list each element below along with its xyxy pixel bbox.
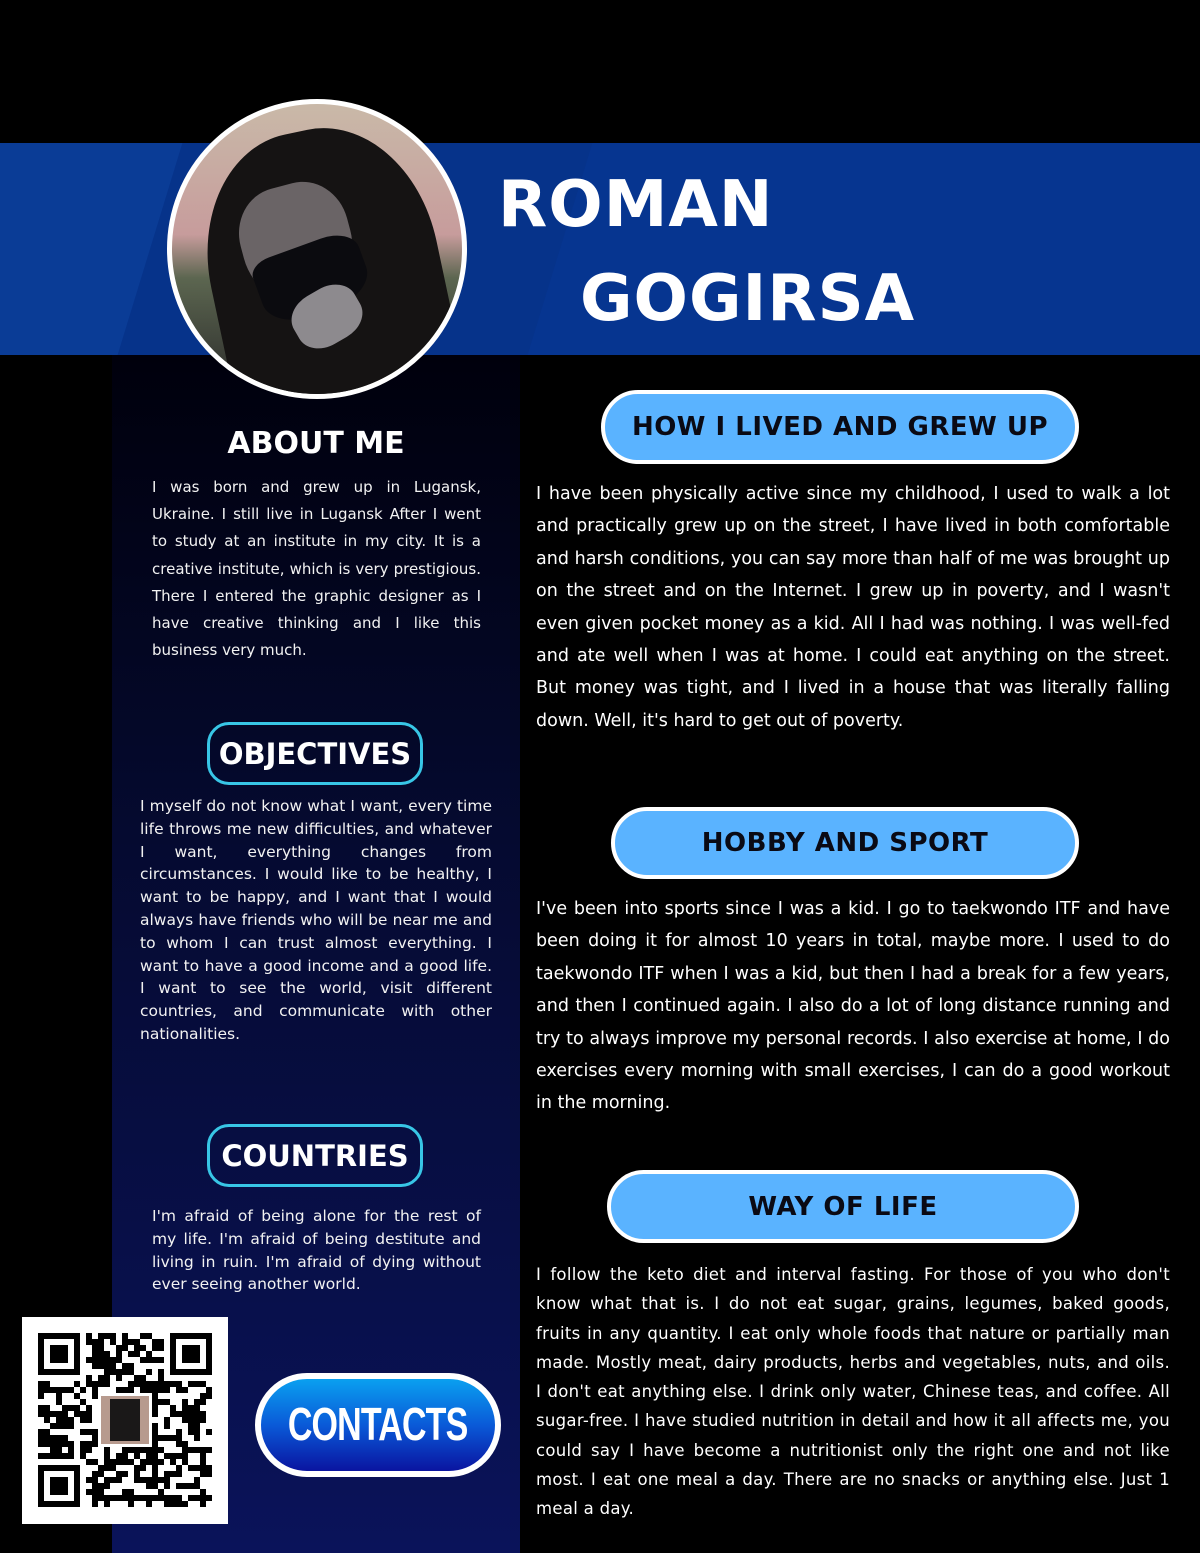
section-text-how-i-lived: I have been physically active since my childhood, I used to walk a lot and practically grew up on the street, I have lived in both comfortable and harsh conditions, you can say more than half of me was brought up on the street and on the Internet. I grew up in poverty, and I wasn't even given pocket money as a kid. All I had was nothing. I was well-fed and ate well when I was at home. I could eat anything on the street. But money was tight, and I lived in a house that was literally falling down. Well, it's hard to get out of poverty. — [536, 484, 1170, 731]
section-heading-hobby: HOBBY AND SPORT — [611, 807, 1079, 879]
about-text: I was born and grew up in Lugansk, Ukraine. I still live in Lugansk After I went to study at an institute in my city. It is a creative institute, which is very prestigious. There I entered the graphic designer as I have creative thinking and I like this business very much. — [152, 478, 481, 660]
section-heading-way-of-life: WAY OF LIFE — [607, 1170, 1079, 1243]
countries-text: I'm afraid of being alone for the rest of my life. I'm afraid of being destitute and living in ruin. I'm afraid of dying without ever seeing another world. — [152, 1207, 481, 1294]
section-text-way-of-life: I follow the keto diet and interval fasting. For those of you who don't know what that is. I do not eat sugar, grains, legumes, baked goods, fruits in any quantity. I eat only whole foods that nature or partially man made. Mostly meat, dairy products, herbs and vegetables, nuts, and oils. I don't eat anything else. I drink only water, Chinese teas, and coffee. All sugar-free. I have studied nutrition in detail and how it all affects me, you could say I have become a nutritionist only the right one and not like most. I eat one meal a day. There are no snacks or anything else. Just 1 meal a day. — [536, 1265, 1170, 1519]
first-name: ROMAN — [498, 168, 774, 242]
section-text-hobby: I've been into sports since I was a kid. I go to taekwondo ITF and have been doing it for almost 10 years in total, maybe more. I used to do taekwondo ITF when I was a kid, but then I had a break for a few years, and then I continued again. I also do a lot of long distance running and try to always improve my personal records. I also exercise at home, I do exercises every morning with small exercises, I can do a good workout in the morning. — [536, 899, 1170, 1114]
profile-photo — [167, 99, 467, 399]
qr-code[interactable] — [22, 1317, 228, 1524]
last-name: GOGIRSA — [580, 262, 916, 336]
about-title: ABOUT ME — [227, 426, 405, 461]
section-heading-how-i-lived: HOW I LIVED AND GREW UP — [601, 390, 1079, 464]
contacts-button[interactable] — [255, 1373, 501, 1477]
objectives-heading: OBJECTIVES — [207, 722, 423, 785]
contacts-label: CONTACTS — [288, 1399, 468, 1450]
objectives-text: I myself do not know what I want, every time life throws me new difficulties, and whatever I want, everything changes from circumstances. I would like to be healthy, I want to be happy, and I want that I would always have friends who will be near me and to whom I can trust almost everything. I want to have a good income and a good life. I want to see the world, visit different countries, and communicate with other nationalities. — [140, 797, 492, 1043]
countries-heading: COUNTRIES — [207, 1124, 423, 1187]
